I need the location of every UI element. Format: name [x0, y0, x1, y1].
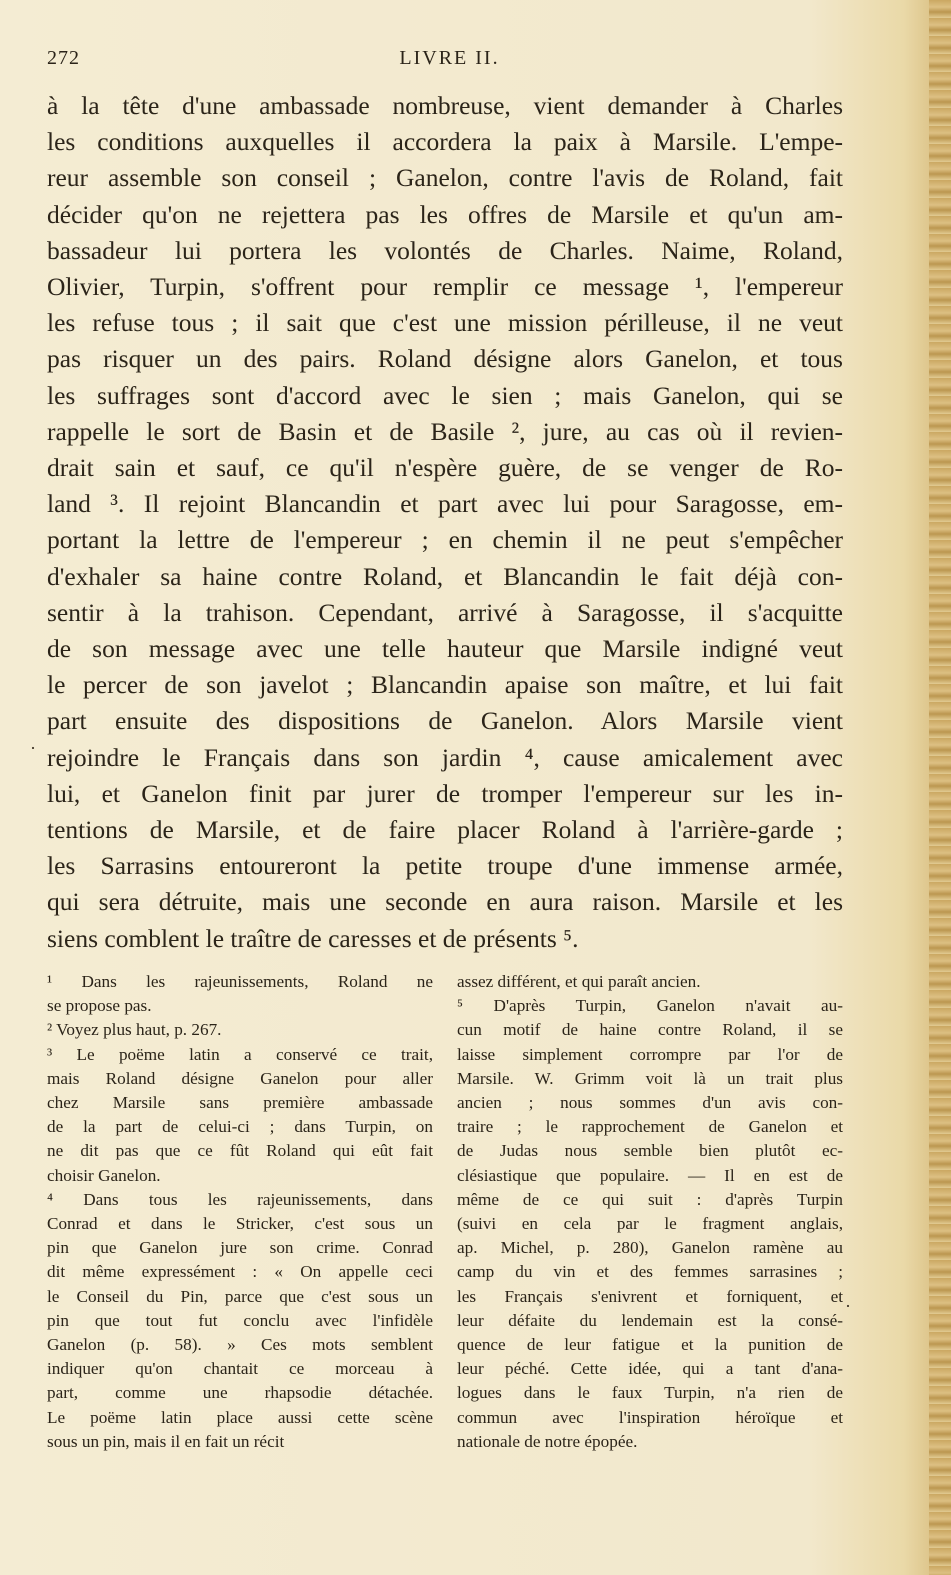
body-text-line: décider qu'on ne rejettera pas les offres de Marsile et qu'un am-	[47, 199, 843, 229]
body-text-line: tentions de Marsile, et de faire placer Roland à l'arrière-garde ;	[47, 815, 843, 845]
body-text-line: de son message avec une telle hauteur que Marsile indigné veut	[47, 634, 843, 664]
footnote-line: (suivi en cela par le fragment anglais,	[457, 1214, 843, 1234]
body-text-line: le percer de son javelot ; Blancandin apaise son maître, et lui fait	[47, 670, 843, 700]
body-text-line: les refuse tous ; il sait que c'est une mission périlleuse, il ne veut	[47, 308, 843, 338]
footnote-line: pin que Ganelon jure son crime. Conrad	[47, 1238, 433, 1258]
footnote-line: ² Voyez plus haut, p. 267.	[47, 1020, 222, 1040]
footnote-line: de Judas nous semble bien plutôt ec-	[457, 1141, 843, 1161]
body-text-line: les suffrages sont d'accord avec le sien ; mais Ganelon, qui se	[47, 380, 843, 410]
footnote-line: même de ce qui suit : d'après Turpin	[457, 1189, 843, 1209]
running-title: LIVRE II.	[399, 47, 500, 69]
footnote-line: se propose pas.	[47, 996, 152, 1016]
page-number: 272	[47, 47, 80, 69]
margin-dot: ·	[30, 738, 36, 758]
footnote-line: chez Marsile sans première ambassade	[47, 1093, 433, 1113]
page-header	[47, 47, 852, 73]
footnote-line: camp du vin et des femmes sarrasines ;	[457, 1262, 843, 1282]
body-text-line: portant la lettre de l'empereur ; en chemin il ne peut s'empêcher	[47, 525, 843, 555]
footnote-line: mais Roland désigne Ganelon pour aller	[47, 1068, 433, 1088]
body-text-line: rejoindre le Français dans son jardin ⁴, cause amicalement avec	[47, 742, 843, 772]
footnote-line: Ganelon (p. 58). » Ces mots semblent	[47, 1335, 433, 1355]
page-edge	[929, 0, 951, 1575]
footnote-line: Le poëme latin place aussi cette scène	[47, 1407, 433, 1427]
body-text-line: siens comblent le traître de caresses et de présents ⁵.	[47, 923, 579, 953]
footnote-line: cun motif de haine contre Roland, il se	[457, 1020, 843, 1040]
footnote-line: ⁴ Dans tous les rajeunissements, dans	[47, 1189, 433, 1209]
footnote-line: de la part de celui-ci ; dans Turpin, on	[47, 1117, 433, 1137]
body-text-line: sentir à la trahison. Cependant, arrivé à Saragosse, il s'acquitte	[47, 597, 843, 627]
footnote-line: sous un pin, mais il en fait un récit	[47, 1431, 285, 1451]
footnote-line: laisse simplement corrompre par l'or de	[457, 1044, 843, 1064]
footnote-line: choisir Ganelon.	[47, 1165, 161, 1185]
footnote-line: logues dans le faux Turpin, n'a rien de	[457, 1383, 843, 1403]
main-text	[47, 88, 843, 957]
body-text-line: drait sain et sauf, ce qu'il n'espère guère, de se venger de Ro-	[47, 453, 843, 483]
footnote-line: pin que tout fut conclu avec l'infidèle	[47, 1310, 433, 1330]
footnote-line: le Conseil du Pin, parce que c'est sous un	[47, 1286, 433, 1306]
footnotes-left-column	[47, 970, 433, 1454]
footnote-line: clésiastique que populaire. — Il en est de	[457, 1165, 843, 1185]
footnote-line: les Français s'enivrent et forniquent, et	[457, 1286, 843, 1306]
footnote-line: Marsile. W. Grimm voit là un trait plus	[457, 1068, 843, 1088]
body-text-line: land ³. Il rejoint Blancandin et part avec lui pour Saragosse, em-	[47, 489, 843, 519]
body-text-line: à la tête d'une ambassade nombreuse, vient demander à Charles	[47, 91, 843, 120]
body-text-line: rappelle le sort de Basin et de Basile ², jure, au cas où il revien-	[47, 416, 843, 446]
footnote-line: leur péché. Cette idée, qui a tant d'ana-	[457, 1359, 843, 1379]
footnote-line: ne dit pas que ce fût Roland qui eût fait	[47, 1141, 433, 1161]
footnote-line: part, comme une rhapsodie détachée.	[47, 1383, 433, 1403]
body-text-line: bassadeur lui portera les volontés de Charles. Naime, Roland,	[47, 235, 843, 265]
footnote-line: leur défaite du lendemain est la consé-	[457, 1310, 843, 1330]
body-text-line: reur assemble son conseil ; Ganelon, contre l'avis de Roland, fait	[47, 163, 843, 193]
footnote-line: ⁵ D'après Turpin, Ganelon n'avait au-	[457, 996, 843, 1016]
body-text-line: part ensuite des dispositions de Ganelon. Alors Marsile vient	[47, 706, 843, 736]
footnotes	[47, 970, 843, 1454]
margin-dot: ·	[845, 1296, 851, 1316]
body-text-line: Olivier, Turpin, s'offrent pour remplir ce message ¹, l'empereur	[47, 272, 843, 302]
footnote-line: dit même expressément : « On appelle ceci	[47, 1262, 433, 1282]
footnote-line: nationale de notre épopée.	[457, 1431, 638, 1451]
footnote-line: ³ Le poëme latin a conservé ce trait,	[47, 1044, 433, 1064]
footnote-line: Conrad et dans le Stricker, c'est sous un	[47, 1214, 433, 1234]
footnote-line: quence de leur fatigue et la punition de	[457, 1335, 843, 1355]
footnote-line: assez différent, et qui paraît ancien.	[457, 972, 701, 991]
footnotes-right-column	[457, 970, 843, 1454]
body-text-line: les conditions auxquelles il accordera la paix à Marsile. L'empe-	[47, 127, 843, 157]
body-text-line: qui sera détruite, mais une seconde en aura raison. Marsile et les	[47, 887, 843, 917]
body-text-line: pas risquer un des pairs. Roland désigne alors Ganelon, et tous	[47, 344, 843, 374]
body-text-line: les Sarrasins entoureront la petite troupe d'une immense armée,	[47, 851, 843, 881]
body-text-line: d'exhaler sa haine contre Roland, et Blancandin le fait déjà con-	[47, 561, 843, 591]
footnote-line: indiquer qu'on chantait ce morceau à	[47, 1359, 433, 1379]
footnote-line: ap. Michel, p. 280), Ganelon ramène au	[457, 1238, 843, 1258]
body-text-line: lui, et Ganelon finit par jurer de tromper l'empereur sur les in-	[47, 778, 843, 808]
footnote-line: ¹ Dans les rajeunissements, Roland ne	[47, 972, 433, 991]
footnote-line: traire ; le rapprochement de Ganelon et	[457, 1117, 843, 1137]
footnote-line: ancien ; nous sommes d'un avis con-	[457, 1093, 843, 1113]
footnote-line: commun avec l'inspiration héroïque et	[457, 1407, 843, 1427]
